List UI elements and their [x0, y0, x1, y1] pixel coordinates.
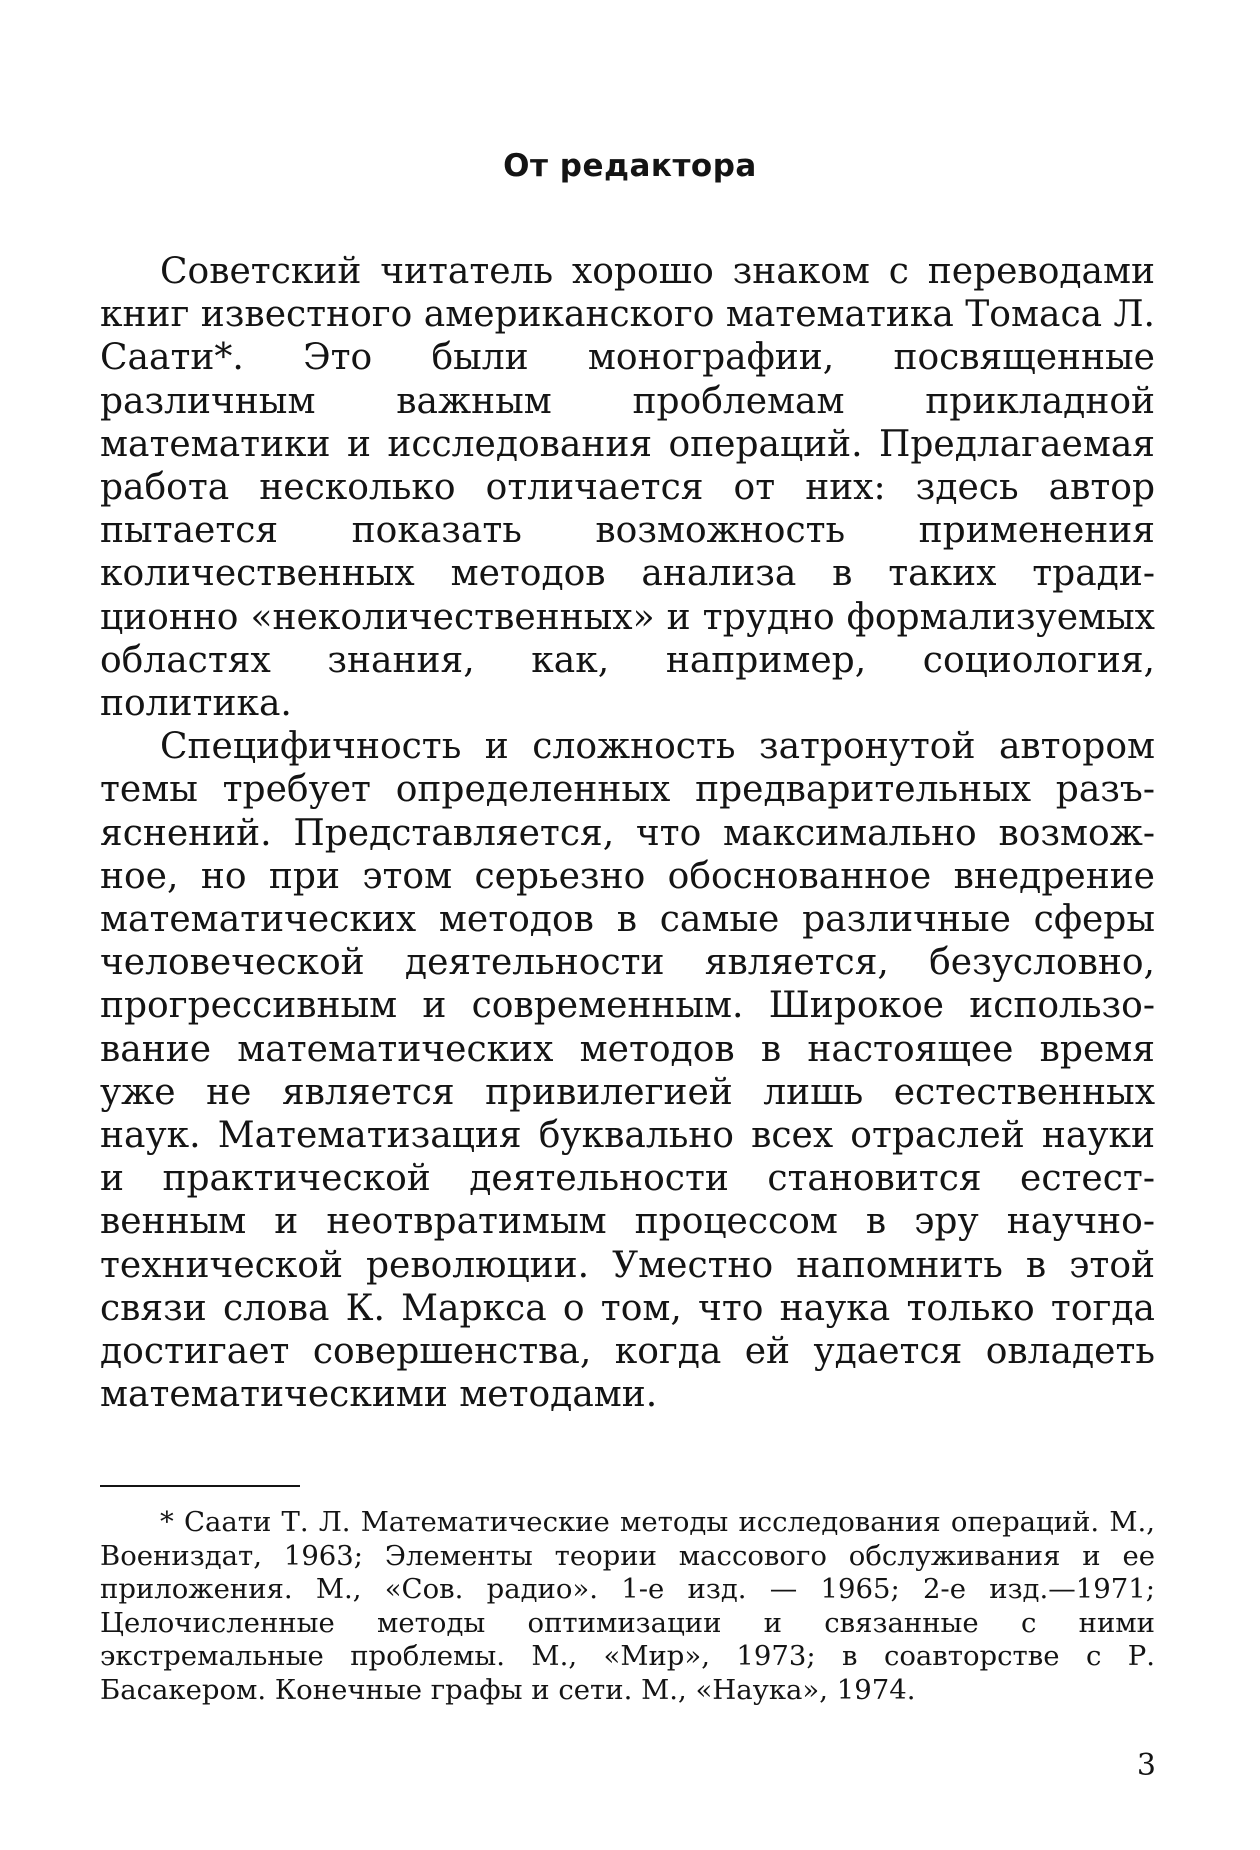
page-number: 3 — [1136, 1748, 1156, 1783]
paragraph-2: Специфичность и сложность затронутой автором темы требует определенных предварительных разъяснений. Представляется, что максимально возможное, но при этом серьезно обоснованное внедрение математических методов в самые различные сферы человеческой деятельности является, безусловно, прогрессивным и современным. Широкое использование математических методов в настоящее время уже не является привилегией лишь естественных наук. Математизация буквально всех отраслей науки и практической деятельности становится естественным и неотвратимым процессом в эру научно-технической революции. Уместно напомнить в этой связи слова К. Маркса о том, что наука только тогда достигает совершенства, когда ей удается овладеть математическими методами. — [100, 726, 1155, 1416]
paragraph-1: Советский читатель хорошо знаком с переводами книг известного американского математика Томаса Л. Саати*. Это были монографии, посвященные различным важным проблемам прикладной математики и исследования операций. Предлагаемая работа несколько отличается от них: здесь автор пытается показать возможность применения количественных методов анализа в таких традиционно «неколичественных» и трудно формализуемых областях знания, как, например, социология, политика. — [100, 251, 1155, 725]
footnote-separator — [100, 1485, 300, 1487]
page-title: От редактора — [503, 148, 757, 184]
footnote: * Саати Т. Л. Математические методы исследования операций. М., Воениздат, 1963; Элементы теории массового обслуживания и ее приложения. М., «Сов. радио». 1-е изд. — 1965; 2-е изд.—1971; Целочисленные методы оптимизации и связанные с ними экстремальные проблемы. М., «Мир», 1973; в соавторстве с Р. Басакером. Конечные графы и сети. М., «Наука», 1974. — [100, 1506, 1155, 1706]
body-text — [100, 250, 1155, 1416]
